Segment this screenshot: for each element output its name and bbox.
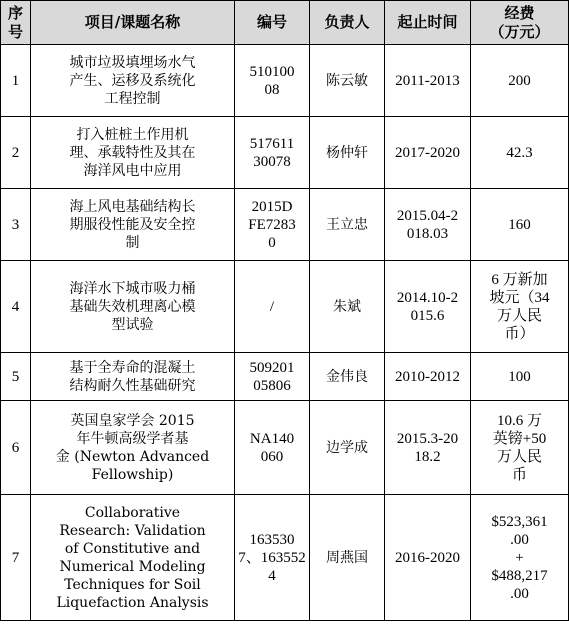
header-index: 序号 [1, 1, 31, 45]
row-name: 英国皇家学会 2015 年牛顿高级学者基 金 (Newton Advanced Fellowship) [31, 401, 235, 495]
row-code: 517611 30078 [235, 117, 310, 189]
table-row [1, 495, 569, 621]
header-code: 编号 [235, 1, 310, 45]
row-leader: 陈云敏 [310, 45, 385, 117]
row-leader: 王立忠 [310, 189, 385, 261]
row-index: 1 [1, 45, 31, 117]
row-name: 打入桩桩土作用机 理、承载特性及其在 海洋风电中应用 [31, 117, 235, 189]
row-funding: 6 万新加 坡元（34 万人民 币） [471, 261, 569, 353]
row-leader: 周燕国 [310, 495, 385, 621]
row-index: 6 [1, 401, 31, 495]
row-period: 2011-2013 [385, 45, 471, 117]
row-index: 3 [1, 189, 31, 261]
row-code: 163530 7、163552 4 [235, 495, 310, 621]
row-period: 2015.3-20 18.2 [385, 401, 471, 495]
row-funding: 160 [471, 189, 569, 261]
row-period: 2016-2020 [385, 495, 471, 621]
row-period: 2014.10-2 015.6 [385, 261, 471, 353]
row-index: 7 [1, 495, 31, 621]
row-code: / [235, 261, 310, 353]
row-leader: 杨仲轩 [310, 117, 385, 189]
table-row [1, 261, 569, 353]
row-leader: 边学成 [310, 401, 385, 495]
row-funding: 10.6 万 英镑+50 万人民 币 [471, 401, 569, 495]
row-period: 2015.04-2 018.03 [385, 189, 471, 261]
row-name: 海上风电基础结构长 期服役性能及安全控 制 [31, 189, 235, 261]
row-code: 510100 08 [235, 45, 310, 117]
row-code: 509201 05806 [235, 353, 310, 401]
row-funding: $523,361 .00 + $488,217 .00 [471, 495, 569, 621]
table-row [1, 401, 569, 495]
header-name: 项目/课题名称 [31, 1, 235, 45]
row-funding: 200 [471, 45, 569, 117]
row-leader: 金伟良 [310, 353, 385, 401]
row-funding: 42.3 [471, 117, 569, 189]
header-leader: 负责人 [310, 1, 385, 45]
row-code: 2015D FE7283 0 [235, 189, 310, 261]
table-row [1, 189, 569, 261]
header-period: 起止时间 [385, 1, 471, 45]
row-name: 基于全寿命的混凝土 结构耐久性基础研究 [31, 353, 235, 401]
row-name: 海洋水下城市吸力桶 基础失效机理离心模 型试验 [31, 261, 235, 353]
header-funding: 经费 （万元） [471, 1, 569, 45]
row-period: 2010-2012 [385, 353, 471, 401]
table-row [1, 117, 569, 189]
row-name: 城市垃圾填埋场水气 产生、运移及系统化 工程控制 [31, 45, 235, 117]
row-name: Collaborative Research: Validation of Constitutive and Numerical Modeling Techniques for Soil Liquefaction Analysis [31, 495, 235, 621]
row-period: 2017-2020 [385, 117, 471, 189]
row-index: 2 [1, 117, 31, 189]
header-row [1, 1, 569, 45]
row-code: NA140 060 [235, 401, 310, 495]
row-index: 4 [1, 261, 31, 353]
row-funding: 100 [471, 353, 569, 401]
table-row [1, 353, 569, 401]
row-leader: 朱斌 [310, 261, 385, 353]
table-row [1, 45, 569, 117]
row-index: 5 [1, 353, 31, 401]
